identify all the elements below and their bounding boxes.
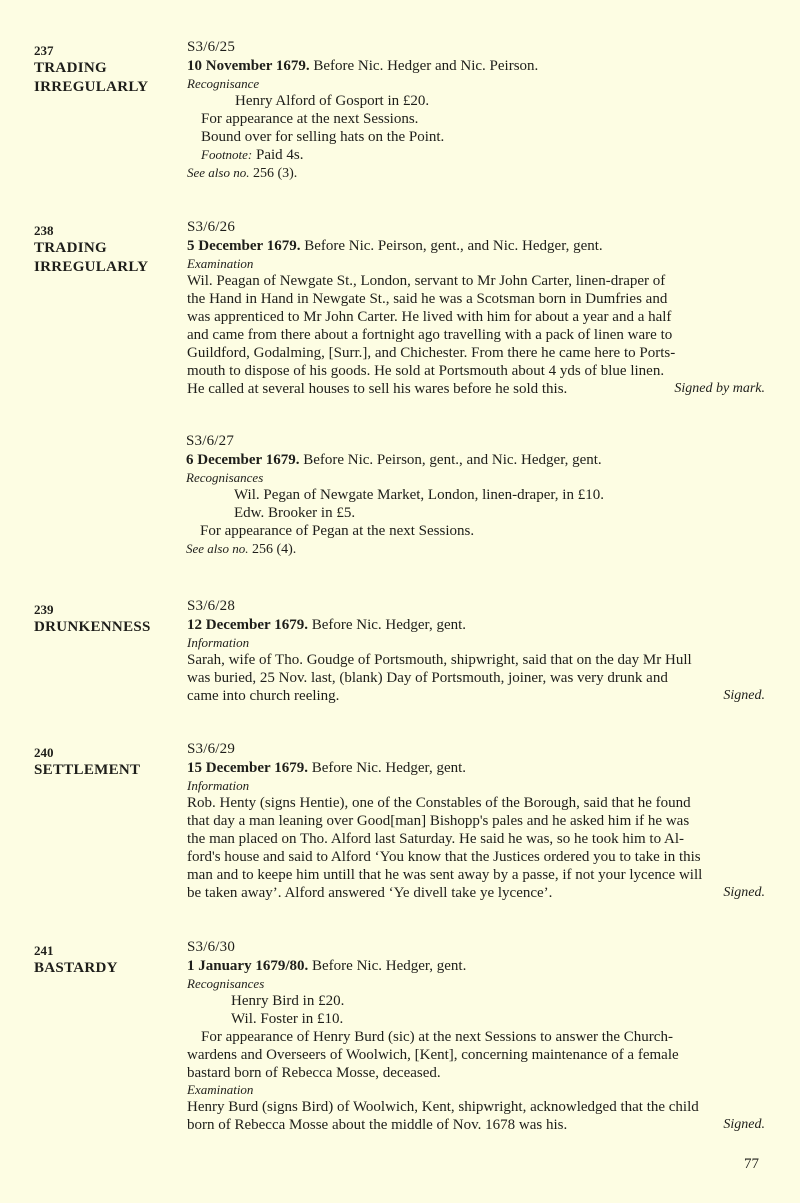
signature-note: Signed by mark. [674,381,765,396]
body-line: Guildford, Godalming, [Surr.], and Chichester. From there he came here to Ports- [187,345,676,361]
document-reference: S3/6/26 [187,219,236,235]
body-line: ford's house and said to Alford ‘You know that the Justices ordered you to take in this [187,849,701,865]
party-line: Henry Bird in £20. [231,993,345,1009]
entry-date: 15 December 1679. [187,760,308,776]
record-type-label: Information [187,635,250,650]
document-reference: S3/6/25 [187,39,236,55]
text-line: For appearance at the next Sessions. [201,111,419,127]
see-also [186,540,764,559]
body-line: Wil. Peagan of Newgate St., London, servant to Mr John Carter, linen-draper of [187,273,666,289]
see-also-text: 256 (4). [248,542,297,557]
body-last-line [187,380,765,398]
signature-note: Signed. [723,1117,765,1132]
entry-heading: BASTARDY [34,960,118,976]
body-line: was apprenticed to Mr John Carter. He lived with him for about a year and a half [187,309,672,325]
body-line: the Hand in Hand in Newgate St., said he was a Scotsman born in Dumfries and [187,291,668,307]
body-line: came into church reeling. [187,688,340,704]
record-type-label: Recognisances [187,976,265,991]
body-line: was buried, 25 Nov. last, (blank) Day of Portsmouth, joiner, was very drunk and [187,670,668,686]
party-line: Henry Alford of Gosport in £20. [235,93,430,109]
body-line: He called at several houses to sell his wares before he sold this. [187,381,568,397]
entry-heading: TRADING [34,240,107,256]
page-number: 77 [744,1156,759,1172]
entry-date: 1 January 1679/80. [187,958,309,974]
body-line: Henry Burd (signs Bird) of Woolwich, Kent, shipwright, acknowledged that the child [187,1099,699,1115]
entry-date: 5 December 1679. [187,238,301,254]
footnote-label: Footnote: [201,147,253,162]
entry-number: 241 [34,943,54,958]
party-line: Wil. Foster in £10. [231,1011,344,1027]
date-detail: Before Nic. Peirson, gent., and Nic. Hedger, gent. [300,238,603,254]
date-line [187,957,765,976]
document-reference: S3/6/27 [186,433,235,449]
body-line: wardens and Overseers of Woolwich, [Kent], concerning maintenance of a female [187,1047,679,1063]
body-line: mouth to dispose of his goods. He sold at Portsmouth about 4 yds of blue linen. [187,363,665,379]
sub-entry [186,432,764,559]
date-detail: Before Nic. Hedger, gent. [307,617,467,633]
text-line: For appearance of Pegan at the next Sessions. [200,523,475,539]
date-detail: Before Nic. Hedger, gent. [307,760,467,776]
date-line [187,57,765,76]
entry-date: 6 December 1679. [186,452,300,468]
document-reference: S3/6/29 [187,741,236,757]
body-line: that day a man leaning over Good[man] Bishopp's pales and he asked him if he was [187,813,690,829]
record-type-label: Examination [187,256,254,271]
date-detail: Before Nic. Hedger and Nic. Peirson. [309,58,539,74]
body-line: the man placed on Tho. Alford last Saturday. He said he was, so he took him to Al- [187,831,684,847]
signature-note: Signed. [723,885,765,900]
date-line [187,616,765,635]
record-type-label: Examination [187,1082,254,1097]
body-line: born of Rebecca Mosse about the middle of Nov. 1678 was his. [187,1117,568,1133]
body-line: Sarah, wife of Tho. Goudge of Portsmouth, shipwright, said that on the day Mr Hull [187,652,692,668]
entry-heading: DRUNKENNESS [34,619,151,635]
record-type-label: Information [187,778,250,793]
footnote [187,146,765,164]
entry-number: 240 [34,745,54,760]
body-last-line [187,1116,765,1134]
body-last-line [187,687,765,705]
document-reference: S3/6/28 [187,598,236,614]
signature-note: Signed. [723,688,765,703]
see-also-label: See also no. [187,165,250,180]
body-line: Rob. Henty (signs Hentie), one of the Constables of the Borough, said that he found [187,795,691,811]
date-detail: Before Nic. Peirson, gent., and Nic. Hedger, gent. [299,452,602,468]
footnote-text: Paid 4s. [252,147,304,163]
text-line: Bound over for selling hats on the Point. [201,129,445,145]
party-line: Edw. Brooker in £5. [234,505,356,521]
record-type-label: Recognisance [187,76,260,91]
body-line: bastard born of Rebecca Mosse, deceased. [187,1065,441,1081]
entry-number: 239 [34,602,54,617]
party-line: Wil. Pegan of Newgate Market, London, linen-draper, in £10. [234,487,604,503]
entry-number: 238 [34,223,54,238]
entry-heading: TRADING [34,60,107,76]
body-last-line [187,884,765,902]
entry-number: 237 [34,43,54,58]
entry-date: 12 December 1679. [187,617,308,633]
document-reference: S3/6/30 [187,939,236,955]
body-line: For appearance of Henry Burd (sic) at the next Sessions to answer the Church- [201,1029,673,1045]
date-line [187,237,765,256]
date-line [186,451,764,470]
see-also [187,164,765,183]
see-also-text: 256 (3). [249,166,298,181]
entry-heading: SETTLEMENT [34,762,141,778]
entry-heading: IRREGULARLY [34,259,149,275]
body-line: and came from there about a fortnight ago travelling with a pack of linen ware to [187,327,673,343]
see-also-label: See also no. [186,541,249,556]
record-type-label: Recognisances [186,470,264,485]
date-line [187,759,765,778]
date-detail: Before Nic. Hedger, gent. [308,958,467,974]
entry-date: 10 November 1679. [187,58,310,74]
body-line: be taken away’. Alford answered ‘Ye divell take ye lycence’. [187,885,553,901]
body-line: man and to keepe him untill that he was sent away by a passe, if not your lycence will [187,867,703,883]
entry-heading: IRREGULARLY [34,79,149,95]
